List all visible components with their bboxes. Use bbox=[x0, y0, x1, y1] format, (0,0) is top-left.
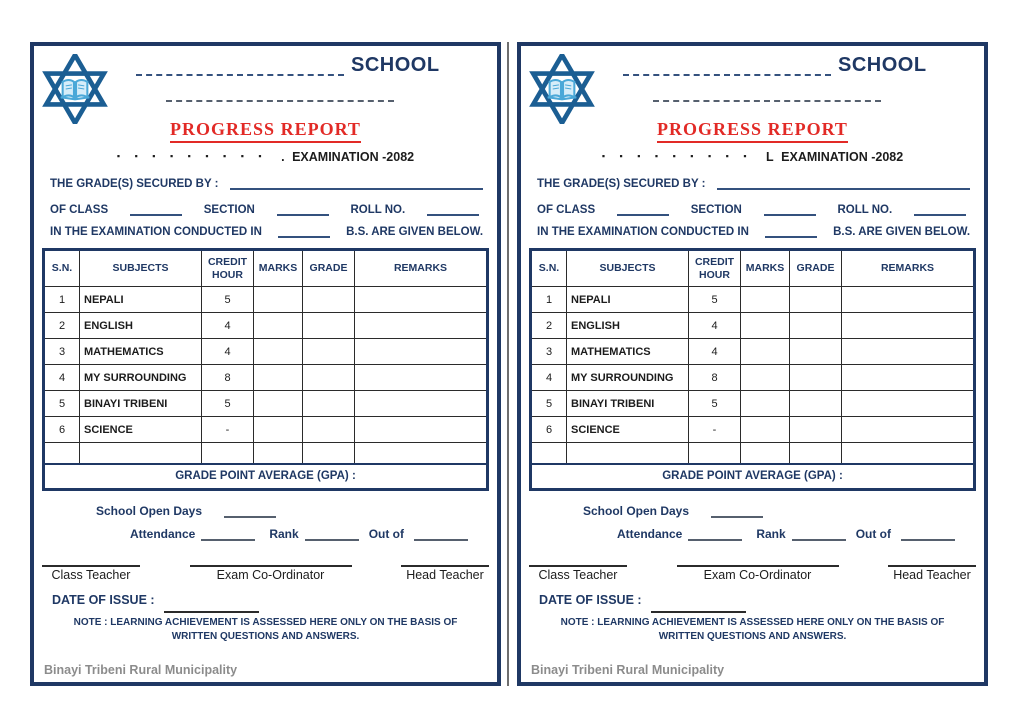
subject-cell: MATHEMATICS bbox=[567, 339, 689, 365]
marks-cell bbox=[741, 365, 790, 391]
sn-cell: 4 bbox=[44, 365, 80, 391]
examination-line bbox=[521, 150, 984, 164]
col-header-grade: GRADE bbox=[303, 250, 355, 287]
remarks-cell bbox=[842, 287, 975, 313]
school-open-days-row bbox=[96, 504, 483, 518]
grades-secured-label: THE GRADE(S) SECURED BY : bbox=[537, 178, 706, 190]
subjects-table bbox=[42, 248, 489, 491]
card-divider-line bbox=[507, 42, 509, 686]
sn-cell: 3 bbox=[531, 339, 567, 365]
table-header-row bbox=[531, 250, 975, 287]
school-open-days-row bbox=[583, 504, 970, 518]
subject-cell: BINAYI TRIBENI bbox=[567, 391, 689, 417]
subject-cell: MY SURROUNDING bbox=[80, 365, 202, 391]
open-days-label: School Open Days bbox=[96, 504, 203, 518]
exam-conducted-row bbox=[537, 224, 970, 238]
signatures-row bbox=[529, 565, 976, 582]
sn-cell: 4 bbox=[531, 365, 567, 391]
grade-cell bbox=[790, 443, 842, 464]
school-address-line bbox=[166, 88, 497, 107]
marks-cell bbox=[741, 417, 790, 443]
col-header-credit-hour: CREDIT HOUR bbox=[689, 250, 741, 287]
grade-cell bbox=[790, 287, 842, 313]
sn-cell: 6 bbox=[531, 417, 567, 443]
sn-cell bbox=[531, 443, 567, 464]
sn-cell: 2 bbox=[531, 313, 567, 339]
sn-cell: 1 bbox=[531, 287, 567, 313]
remarks-cell bbox=[842, 391, 975, 417]
report-title: PROGRESS REPORT bbox=[657, 119, 848, 143]
table-row bbox=[531, 417, 975, 443]
municipality-footer: Binayi Tribeni Rural Municipality bbox=[44, 663, 238, 677]
out-of-blank bbox=[901, 527, 955, 541]
open-days-label: School Open Days bbox=[583, 504, 690, 518]
class-teacher-signature bbox=[42, 565, 140, 582]
grades-secured-row bbox=[50, 176, 483, 190]
sn-cell: 2 bbox=[44, 313, 80, 339]
grade-cell bbox=[790, 313, 842, 339]
bs-given-below-label: B.S. ARE GIVEN BELOW. bbox=[346, 226, 484, 238]
credit-cell: 4 bbox=[689, 339, 741, 365]
sn-cell: 6 bbox=[44, 417, 80, 443]
conducted-label: IN THE EXAMINATION CONDUCTED IN bbox=[50, 226, 262, 238]
col-header-credit-hour: CREDIT HOUR bbox=[202, 250, 254, 287]
col-header-sn: S.N. bbox=[531, 250, 567, 287]
table-row bbox=[44, 417, 488, 443]
remarks-cell bbox=[842, 443, 975, 464]
credit-cell: - bbox=[689, 417, 741, 443]
gpa-label: GRADE POINT AVERAGE (GPA) : bbox=[531, 464, 975, 490]
attendance-blank bbox=[688, 527, 742, 541]
note-line-1: NOTE : LEARNING ACHIEVEMENT IS ASSESSED HERE ONLY ON THE BASIS OF bbox=[73, 617, 458, 628]
progress-report-card bbox=[517, 42, 988, 686]
subject-cell: MY SURROUNDING bbox=[567, 365, 689, 391]
head-teacher-signature bbox=[888, 565, 976, 582]
date-of-issue-label: DATE OF ISSUE : bbox=[52, 593, 155, 607]
credit-cell: 5 bbox=[202, 391, 254, 417]
marks-cell bbox=[741, 339, 790, 365]
col-header-sn: S.N. bbox=[44, 250, 80, 287]
gpa-row bbox=[44, 464, 488, 490]
subjects-table bbox=[529, 248, 976, 491]
school-label: SCHOOL bbox=[838, 54, 927, 76]
subject-cell: MATHEMATICS bbox=[80, 339, 202, 365]
exam-label: EXAMINATION -2082 bbox=[781, 150, 904, 164]
sn-cell bbox=[44, 443, 80, 464]
class-blank bbox=[130, 202, 182, 216]
exam-prefix: L bbox=[766, 150, 774, 164]
grade-cell bbox=[303, 287, 355, 313]
note-text bbox=[34, 616, 497, 644]
section-label: SECTION bbox=[203, 204, 255, 216]
table-row bbox=[44, 313, 488, 339]
report-title: PROGRESS REPORT bbox=[170, 119, 361, 143]
grade-cell bbox=[790, 339, 842, 365]
marks-cell bbox=[254, 391, 303, 417]
exam-coordinator-signature bbox=[190, 565, 352, 582]
subject-cell bbox=[80, 443, 202, 464]
book-icon bbox=[548, 80, 577, 99]
credit-cell: - bbox=[202, 417, 254, 443]
municipality-footer: Binayi Tribeni Rural Municipality bbox=[531, 663, 725, 677]
table-row bbox=[44, 287, 488, 313]
grade-cell bbox=[790, 391, 842, 417]
subject-cell: SCIENCE bbox=[80, 417, 202, 443]
rank-blank bbox=[305, 527, 359, 541]
section-label: SECTION bbox=[690, 204, 742, 216]
grade-cell bbox=[303, 365, 355, 391]
col-header-subjects: SUBJECTS bbox=[80, 250, 202, 287]
grade-cell bbox=[303, 313, 355, 339]
remarks-cell bbox=[355, 313, 488, 339]
subject-cell bbox=[567, 443, 689, 464]
marks-cell bbox=[254, 313, 303, 339]
date-of-issue-label: DATE OF ISSUE : bbox=[539, 593, 642, 607]
grades-secured-label: THE GRADE(S) SECURED BY : bbox=[50, 178, 219, 190]
col-header-remarks: REMARKS bbox=[355, 250, 488, 287]
grade-cell bbox=[303, 443, 355, 464]
exam-year-blank bbox=[278, 224, 330, 238]
subject-cell: SCIENCE bbox=[567, 417, 689, 443]
grade-cell bbox=[790, 417, 842, 443]
remarks-cell bbox=[355, 391, 488, 417]
exam-year-blank bbox=[765, 224, 817, 238]
of-class-label: OF CLASS bbox=[537, 204, 596, 216]
attendance-label: Attendance bbox=[130, 527, 196, 541]
table-row bbox=[44, 339, 488, 365]
class-teacher-signature bbox=[529, 565, 627, 582]
marks-cell bbox=[254, 417, 303, 443]
class-teacher-label: Class Teacher bbox=[51, 568, 131, 582]
table-row bbox=[531, 287, 975, 313]
table-row-empty bbox=[531, 443, 975, 464]
head-teacher-label: Head Teacher bbox=[893, 568, 971, 582]
head-teacher-label: Head Teacher bbox=[406, 568, 484, 582]
subject-cell: ENGLISH bbox=[567, 313, 689, 339]
col-header-subjects: SUBJECTS bbox=[567, 250, 689, 287]
school-address-blank bbox=[166, 88, 394, 102]
date-of-issue-row bbox=[52, 593, 497, 607]
roll-no-blank bbox=[427, 202, 479, 216]
remarks-cell bbox=[842, 339, 975, 365]
sn-cell: 1 bbox=[44, 287, 80, 313]
subject-cell: BINAYI TRIBENI bbox=[80, 391, 202, 417]
col-header-marks: MARKS bbox=[254, 250, 303, 287]
col-header-grade: GRADE bbox=[790, 250, 842, 287]
grade-cell bbox=[303, 339, 355, 365]
rank-label: Rank bbox=[269, 527, 299, 541]
gpa-label: GRADE POINT AVERAGE (GPA) : bbox=[44, 464, 488, 490]
table-header-row bbox=[44, 250, 488, 287]
date-of-issue-row bbox=[539, 593, 984, 607]
table-row-empty bbox=[44, 443, 488, 464]
grades-secured-row bbox=[537, 176, 970, 190]
roll-no-label: ROLL NO. bbox=[350, 204, 406, 216]
sn-cell: 5 bbox=[531, 391, 567, 417]
remarks-cell bbox=[842, 365, 975, 391]
grade-cell bbox=[303, 391, 355, 417]
of-class-label: OF CLASS bbox=[50, 204, 109, 216]
marks-cell bbox=[254, 287, 303, 313]
roll-no-label: ROLL NO. bbox=[837, 204, 893, 216]
signatures-row bbox=[42, 565, 489, 582]
table-row bbox=[44, 365, 488, 391]
marks-cell bbox=[741, 313, 790, 339]
subject-cell: NEPALI bbox=[80, 287, 202, 313]
table-row bbox=[531, 391, 975, 417]
school-star-logo bbox=[529, 54, 595, 124]
school-address-line bbox=[653, 88, 984, 107]
credit-cell bbox=[689, 443, 741, 464]
subject-cell: ENGLISH bbox=[80, 313, 202, 339]
head-teacher-signature bbox=[401, 565, 489, 582]
attendance-blank bbox=[201, 527, 255, 541]
remarks-cell bbox=[355, 365, 488, 391]
exam-coordinator-label: Exam Co-Ordinator bbox=[703, 568, 812, 582]
remarks-cell bbox=[355, 417, 488, 443]
sn-cell: 3 bbox=[44, 339, 80, 365]
gpa-row bbox=[531, 464, 975, 490]
exam-coordinator-signature bbox=[677, 565, 839, 582]
remarks-cell bbox=[842, 417, 975, 443]
credit-cell: 5 bbox=[202, 287, 254, 313]
col-header-marks: MARKS bbox=[741, 250, 790, 287]
note-text bbox=[521, 616, 984, 644]
open-days-blank bbox=[711, 504, 763, 518]
book-icon bbox=[61, 80, 90, 99]
open-days-blank bbox=[224, 504, 276, 518]
attendance-label: Attendance bbox=[617, 527, 683, 541]
marks-cell bbox=[254, 339, 303, 365]
table-row bbox=[531, 313, 975, 339]
marks-cell bbox=[254, 443, 303, 464]
class-teacher-label: Class Teacher bbox=[538, 568, 618, 582]
roll-no-blank bbox=[914, 202, 966, 216]
note-line-1: NOTE : LEARNING ACHIEVEMENT IS ASSESSED HERE ONLY ON THE BASIS OF bbox=[560, 617, 945, 628]
credit-cell bbox=[202, 443, 254, 464]
school-address-blank bbox=[653, 88, 881, 102]
attendance-rank-row bbox=[130, 527, 483, 541]
exam-name-dots: ▪ ▪ ▪ ▪ ▪ ▪ ▪ ▪ ▪ bbox=[601, 151, 753, 161]
class-section-roll-row bbox=[537, 202, 970, 216]
credit-cell: 8 bbox=[202, 365, 254, 391]
section-blank bbox=[764, 202, 816, 216]
credit-cell: 5 bbox=[689, 391, 741, 417]
rank-label: Rank bbox=[756, 527, 786, 541]
subject-cell: NEPALI bbox=[567, 287, 689, 313]
note-line-2: WRITTEN QUESTIONS AND ANSWERS. bbox=[658, 631, 847, 642]
section-blank bbox=[277, 202, 329, 216]
table-row bbox=[44, 391, 488, 417]
class-section-roll-row bbox=[50, 202, 483, 216]
remarks-cell bbox=[355, 339, 488, 365]
school-label: SCHOOL bbox=[351, 54, 440, 76]
out-of-label: Out of bbox=[368, 527, 405, 541]
school-name-line bbox=[136, 54, 483, 76]
credit-cell: 5 bbox=[689, 287, 741, 313]
col-header-remarks: REMARKS bbox=[842, 250, 975, 287]
out-of-blank bbox=[414, 527, 468, 541]
credit-cell: 4 bbox=[689, 313, 741, 339]
grade-cell bbox=[790, 365, 842, 391]
credit-cell: 4 bbox=[202, 339, 254, 365]
grade-cell bbox=[303, 417, 355, 443]
class-blank bbox=[617, 202, 669, 216]
exam-coordinator-label: Exam Co-Ordinator bbox=[216, 568, 325, 582]
exam-conducted-row bbox=[50, 224, 483, 238]
date-of-issue-blank bbox=[651, 611, 746, 613]
exam-prefix: . bbox=[281, 150, 285, 164]
bs-given-below-label: B.S. ARE GIVEN BELOW. bbox=[833, 226, 971, 238]
credit-cell: 8 bbox=[689, 365, 741, 391]
marks-cell bbox=[741, 443, 790, 464]
table-row bbox=[531, 365, 975, 391]
student-name-blank bbox=[717, 176, 970, 190]
marks-cell bbox=[741, 391, 790, 417]
attendance-rank-row bbox=[617, 527, 970, 541]
sn-cell: 5 bbox=[44, 391, 80, 417]
examination-line bbox=[34, 150, 497, 164]
date-of-issue-blank bbox=[164, 611, 259, 613]
progress-report-card bbox=[30, 42, 501, 686]
out-of-label: Out of bbox=[855, 527, 892, 541]
remarks-cell bbox=[842, 313, 975, 339]
remarks-cell bbox=[355, 443, 488, 464]
school-name-blank bbox=[623, 62, 831, 76]
school-name-blank bbox=[136, 62, 344, 76]
note-line-2: WRITTEN QUESTIONS AND ANSWERS. bbox=[171, 631, 360, 642]
exam-label: EXAMINATION -2082 bbox=[292, 150, 415, 164]
student-name-blank bbox=[230, 176, 483, 190]
marks-cell bbox=[254, 365, 303, 391]
conducted-label: IN THE EXAMINATION CONDUCTED IN bbox=[537, 226, 749, 238]
credit-cell: 4 bbox=[202, 313, 254, 339]
school-star-logo bbox=[42, 54, 108, 124]
school-name-line bbox=[623, 54, 970, 76]
remarks-cell bbox=[355, 287, 488, 313]
table-row bbox=[531, 339, 975, 365]
exam-name-dots: ▪ ▪ ▪ ▪ ▪ ▪ ▪ ▪ ▪ bbox=[116, 151, 268, 161]
rank-blank bbox=[792, 527, 846, 541]
marks-cell bbox=[741, 287, 790, 313]
